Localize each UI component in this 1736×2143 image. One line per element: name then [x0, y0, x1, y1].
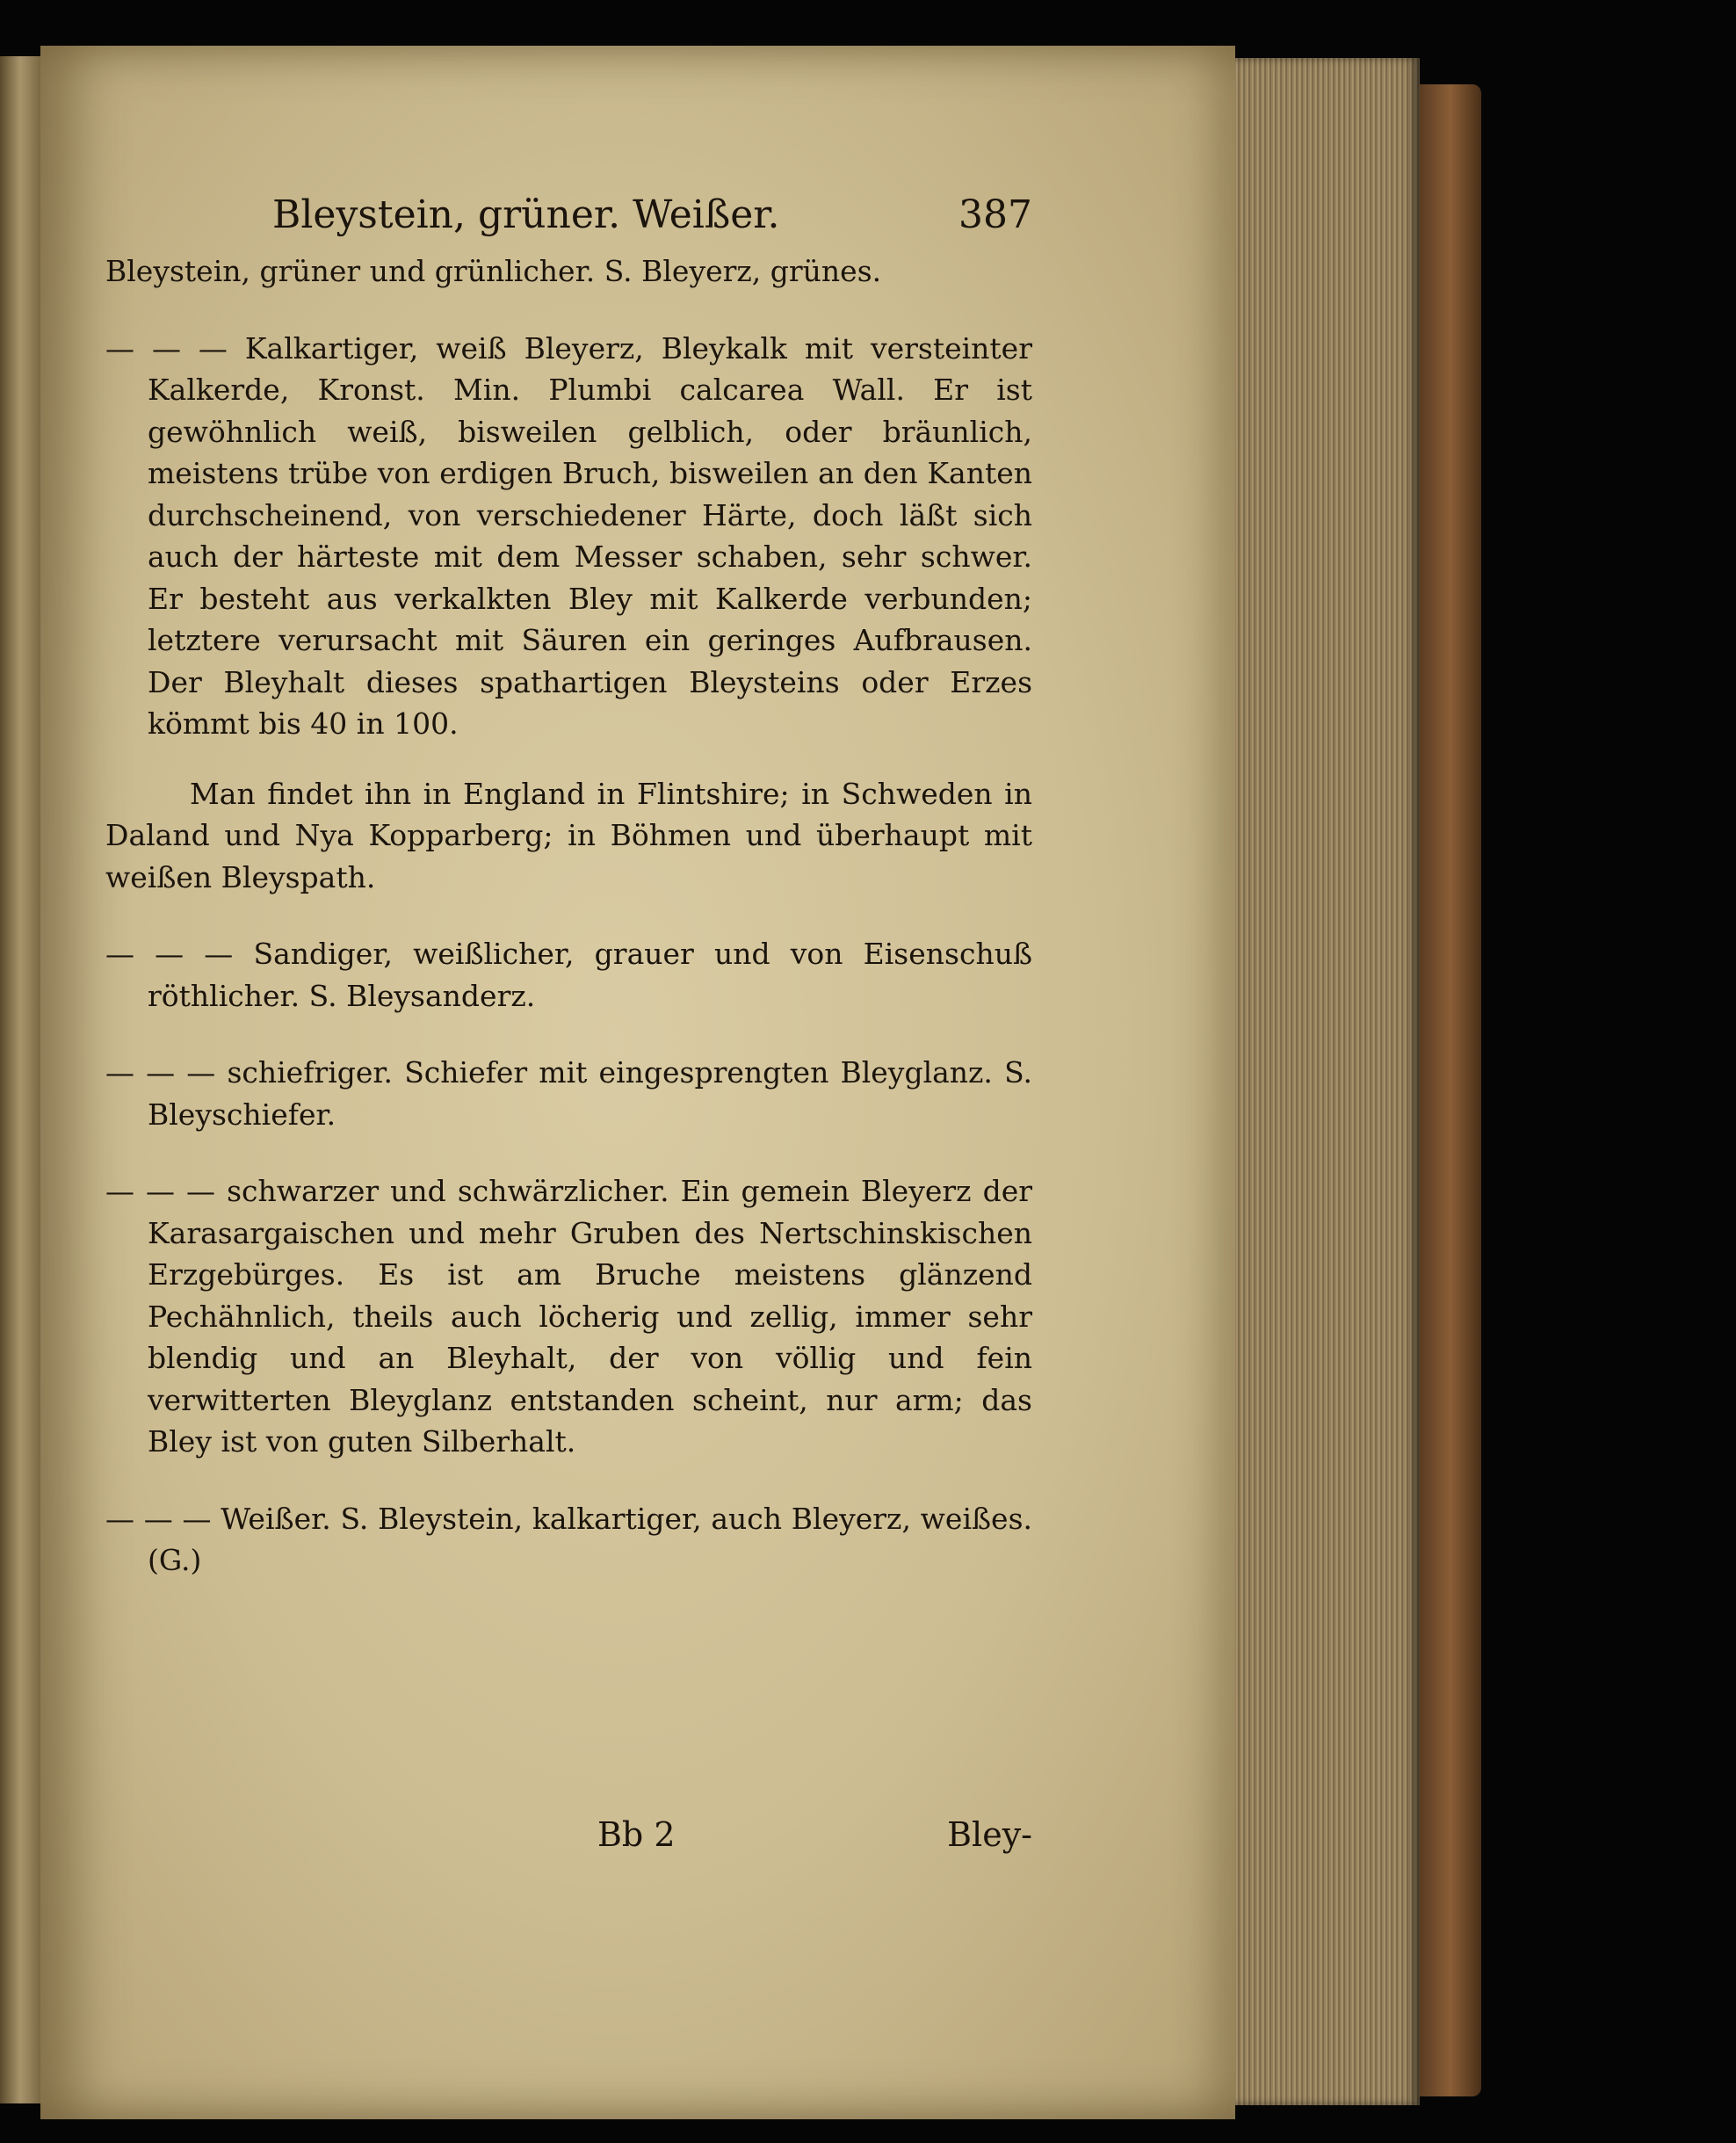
left-page-edge [0, 56, 40, 2103]
entry-schwarzer: — — — schwarzer und schwärzlicher. Ein gemein Bleyerz der Karasargaischen und mehr Gruben des Nertschinskischen Erzgebürges. Es ist am Bruche meistens glänzend Pechähnlich, theils auch löcherig und zellig, immer sehr blendig und an Bleyhalt, der von völlig und fein verwitterten Bleyglanz entstanden scheint, nur arm; das Bley ist von guten Silberhalt. [105, 1174, 1032, 1459]
book-cover [1420, 84, 1481, 2096]
entry-fundorte: Man findet ihn in England in Flintshire; in Schweden in Daland und Nya Kopparberg; in Böhmen und überhaupt mit weißen Bleyspath. [105, 776, 1032, 894]
entry-gruener: Bleystein, grüner und grünlicher. S. Bleyerz, grünes. [105, 254, 882, 288]
entry-schiefriger: — — — schiefriger. Schiefer mit eingesprengten Bleyglanz. S. Bleyschiefer. [105, 1055, 1032, 1132]
text-block [105, 180, 1032, 1582]
running-head-title: Bleystein, grüner. Weißer. [272, 192, 780, 237]
entry-kalkartiger: — — — Kalkartiger, weiß Bleyerz, Bleykalk mit versteinter Kalkerde, Kronst. Min. Plumbi calcarea Wall. Er ist gewöhnlich weiß, bisweilen gelblich, oder bräunlich, meistens trübe von erdigen Bruch, bisweilen an den Kanten durchscheinend, von verschiedener Härte, doch läßt sich auch der härteste mit dem Messer schaben, sehr schwer. Er besteht aus verkalkten Bley mit Kalkerde verbunden; letztere verursacht mit Säuren ein geringes Aufbrausen. Der Bleyhalt dieses spathartigen Bleysteins oder Erzes kömmt bis 40 in 100. [105, 330, 1032, 741]
page-edges [1235, 58, 1420, 2105]
entry-weisser: — — — Weißer. S. Bleystein, kalkartiger, auch Bleyerz, weißes. (G.) [105, 1501, 1032, 1577]
page-footer [105, 1808, 1032, 1861]
page-number: 387 [958, 192, 1032, 237]
signature-mark: Bb 2 [597, 1815, 676, 1854]
entry-sandiger: — — — Sandiger, weißlicher, grauer und von Eisenschuß röthlicher. S. Bleysanderz. [105, 937, 1032, 1013]
catchword: Bley- [947, 1815, 1032, 1854]
running-head [272, 180, 1032, 250]
